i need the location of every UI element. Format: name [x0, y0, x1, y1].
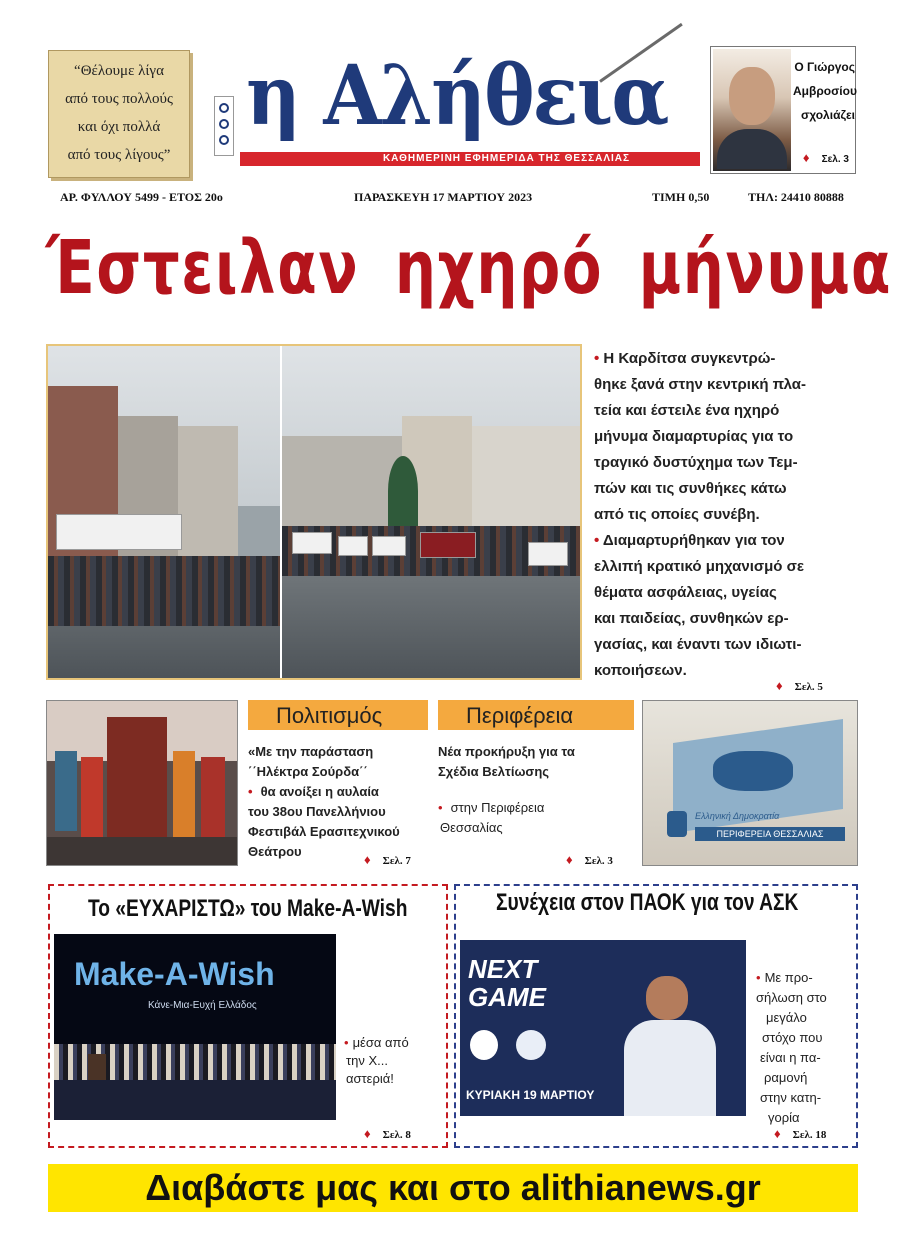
culture-line: Θεάτρου: [248, 844, 302, 859]
diamond-icon: ♦: [776, 678, 783, 693]
paok-poster: [460, 940, 746, 1116]
make-a-wish-page[interactable]: [364, 1126, 411, 1142]
culture-line: Φεστιβάλ Ερασιτεχνικού: [248, 824, 400, 839]
columnist-photo: [713, 49, 791, 171]
paok-line: στην κατη-: [760, 1090, 822, 1105]
story-line: Διαμαρτυρήθηκαν για τον: [602, 532, 785, 549]
make-a-wish-text: [344, 1034, 409, 1088]
issue-price: ΤΙΜΗ 0,50: [652, 190, 710, 204]
paok-line: σήλωση στο: [756, 990, 827, 1005]
poster-date: ΚΥΡΙΑΚΗ 19 ΜΑΡΤΙΟΥ: [466, 1088, 595, 1102]
region-subtext: [438, 798, 544, 838]
story-line: τραγικό δυστύχημα των Τεμ-: [594, 454, 798, 471]
page-ref: Σελ. 5: [794, 681, 823, 693]
quote-line: “Θέλουμε λίγα: [74, 63, 164, 79]
page-ref: Σελ. 3: [821, 154, 849, 165]
make-a-wish-logo: Make-A-Wish: [74, 956, 275, 992]
quote-line: από τους πολλούς: [65, 91, 173, 107]
story-line: και παιδείας, συνθηκών ερ-: [594, 610, 789, 627]
masthead-quote: [48, 50, 190, 178]
bullet-icon: •: [344, 1035, 349, 1050]
website-banner[interactable]: Διαβάστε μας και στο alithianews.gr: [48, 1164, 858, 1212]
story-line: κοποιήσεων.: [594, 662, 687, 679]
paok-line: στόχο που: [762, 1030, 823, 1045]
paok-line: μεγάλο: [766, 1010, 807, 1025]
diamond-icon: ♦: [802, 150, 810, 165]
issue-date: ΠΑΡΑΣΚΕΥΗ 17 ΜΑΡΤΙΟΥ 2023: [354, 190, 533, 204]
region-line: Σχέδια Βελτίωσης: [438, 764, 550, 779]
story-line: θέματα ασφάλειας, υγείας: [594, 584, 777, 601]
diamond-icon: ♦: [364, 852, 371, 867]
diamond-icon: ♦: [566, 852, 573, 867]
issue-number: ΑΡ. ΦΥΛΛΟΥ 5499 - ΕΤΟΣ 20ο: [60, 190, 223, 204]
newspaper-logo[interactable]: η Αλήθεια: [246, 48, 668, 144]
culture-line: θα ανοίξει η αυλαία: [260, 784, 379, 799]
protest-photo: [46, 344, 582, 680]
make-a-wish-photo: [54, 934, 336, 1120]
story-line: γασίας, και έναντι των ιδιωτι-: [594, 636, 802, 653]
story-line: Η Καρδίτσα συγκεντρώ-: [603, 350, 776, 367]
opponent-crest-icon: [516, 1030, 546, 1060]
certification-icon: [214, 96, 234, 156]
page-ref: Σελ. 7: [382, 855, 411, 867]
flag-caption: Ελληνική Δημοκρατία: [695, 811, 780, 821]
columnist-action: σχολιάζει: [801, 108, 855, 122]
tab-culture[interactable]: Πολιτισμός: [248, 700, 428, 730]
page-ref: Σελ. 18: [792, 1129, 827, 1141]
culture-page[interactable]: [364, 852, 411, 868]
region-text: [438, 742, 575, 782]
paok-line: γορία: [768, 1110, 800, 1125]
quote-line: και όχι πολλά: [77, 119, 161, 135]
paok-line: ραμονή: [764, 1070, 808, 1085]
bullet-icon: •: [248, 784, 253, 799]
theatre-photo: [46, 700, 238, 866]
quote-line: από τους λίγους”: [67, 147, 171, 163]
columnist-box[interactable]: [710, 46, 856, 174]
story-line: πών και τις συνθήκες κάτω: [594, 480, 787, 497]
region-line: Νέα προκήρυξη για τα: [438, 744, 575, 759]
page-ref: Σελ. 8: [382, 1129, 411, 1141]
paok-line: Με προ-: [764, 970, 813, 985]
culture-line: «Με την παράσταση: [248, 744, 374, 759]
region-line: στην Περιφέρεια: [450, 800, 545, 815]
make-a-wish-sub: Κάνε-Μια-Ευχή Ελλάδος: [148, 1000, 257, 1011]
poster-game: GAME: [468, 982, 546, 1012]
tagline: ΚΑΘΗΜΕΡΙΝΗ ΕΦΗΜΕΡΙΔΑ ΤΗΣ ΘΕΣΣΑΛΙΑΣ: [240, 152, 700, 166]
story-line: μήνυμα διαμαρτυρίας για το: [594, 428, 794, 445]
flag-caption-banner: ΠΕΡΙΦΕΡΕΙΑ ΘΕΣΣΑΛΙΑΣ: [695, 827, 845, 841]
phone-number: ΤΗΛ: 24410 80888: [748, 190, 844, 204]
paok-line: είναι η πα-: [760, 1050, 821, 1065]
page-ref: Σελ. 3: [584, 855, 613, 867]
paok-crest-icon: [470, 1030, 498, 1060]
diamond-icon: ♦: [364, 1126, 371, 1141]
bullet-icon: •: [756, 970, 761, 985]
paok-page[interactable]: [774, 1126, 826, 1142]
diamond-icon: ♦: [774, 1126, 781, 1141]
bullet-icon: •: [594, 532, 603, 549]
main-story-page[interactable]: [776, 678, 823, 694]
culture-line: ΄΄Ηλέκτρα Σούρδα΄΄: [248, 764, 368, 779]
tab-region[interactable]: Περιφέρεια: [438, 700, 634, 730]
region-page[interactable]: [566, 852, 613, 868]
paok-title[interactable]: Συνέχεια στον ΠΑΟΚ για τον ΑΣΚ: [496, 889, 799, 916]
story-line: τεία και έστειλε ένα ηχηρό: [594, 402, 780, 419]
mw-line: την Χ...: [346, 1053, 388, 1068]
bullet-icon: •: [438, 800, 443, 815]
bullet-icon: •: [594, 350, 604, 367]
story-line: ελλιπή κρατικό μηχανισμό σε: [594, 558, 805, 575]
story-line: θηκε ξανά στην κεντρική πλα-: [594, 376, 806, 393]
culture-text: [248, 742, 400, 862]
paok-text: [756, 968, 827, 1128]
columnist-surname: Αμβροσίου: [793, 84, 857, 98]
mw-line: μέσα από: [352, 1035, 409, 1050]
columnist-name: Ο Γιώργος: [794, 60, 855, 74]
region-line: Θεσσαλίας: [440, 820, 503, 835]
culture-line: του 38ου Πανελλήνιου: [248, 804, 386, 819]
story-line: από τις οποίες συνέβη.: [594, 506, 760, 523]
mw-line: αστεριά!: [346, 1071, 394, 1086]
make-a-wish-title[interactable]: Το «ΕΥΧΑΡΙΣΤΩ» του Make-A-Wish: [88, 895, 408, 922]
poster-next: NEXT: [468, 954, 538, 984]
main-headline[interactable]: Έστειλαν ηχηρό μήνυμα: [46, 225, 893, 311]
region-flag-photo: [642, 700, 858, 866]
main-story-text: [594, 346, 864, 684]
